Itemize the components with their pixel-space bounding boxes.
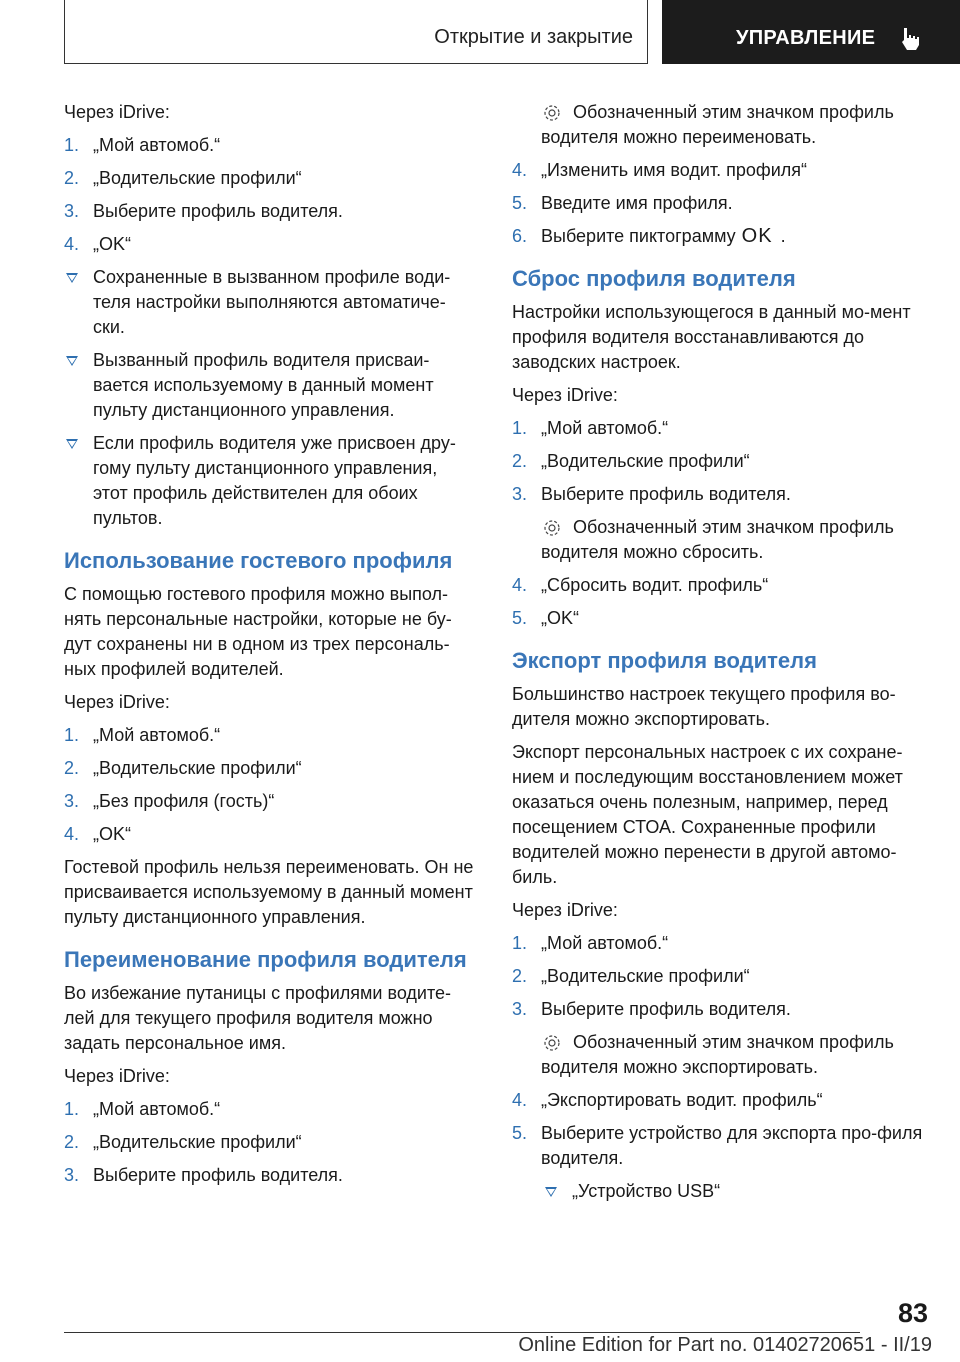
ok-icon: OK <box>741 225 773 247</box>
list-item: 2. „Водительские профили“ <box>512 451 750 471</box>
list-item: 2. „Водительские профили“ <box>64 758 302 778</box>
triangle-bullet-icon <box>66 273 78 283</box>
list-item: 1. „Мой автомоб.“ <box>64 135 221 155</box>
list-item: 4. „OK“ <box>64 234 131 254</box>
footer-divider <box>64 1332 860 1333</box>
list-item: 1. „Мой автомоб.“ <box>64 1099 221 1119</box>
paragraph: Гостевой профиль нельзя переименовать. Он не присваивается используемому в данный момент пульту дистанционного управления. <box>64 857 474 927</box>
triangle-bullet-icon <box>66 356 78 366</box>
paragraph: Большинство настроек текущего профиля во-дителя можно экспортировать. <box>512 684 896 729</box>
section-title: УПРАВЛЕНИЕ <box>736 27 876 49</box>
list-item: 1. „Мой автомоб.“ <box>512 933 669 953</box>
section-heading: Сброс профиля водителя <box>512 266 796 291</box>
page-number: 83 <box>897 1298 928 1328</box>
list-item: 4. „Сбросить водит. профиль“ <box>512 575 769 595</box>
intro-text: Через iDrive: <box>512 385 618 405</box>
list-item: 2. „Водительские профили“ <box>512 966 750 986</box>
bullet-item: „Устройство USB“ <box>512 1179 932 1204</box>
hand-pointer-icon <box>898 26 924 52</box>
list-item: 4. „Экспортировать водит. профиль“ <box>512 1090 823 1110</box>
bullet-item: Вызванный профиль водителя присваи-вается используемому в данный момент пульту дистанционного управления. <box>64 348 476 423</box>
triangle-bullet-icon <box>66 439 78 449</box>
section-heading: Использование гостевого профиля <box>64 548 453 573</box>
intro-text: Через iDrive: <box>64 102 170 122</box>
bullet-item: Сохраненные в вызванном профиле води-теля настройки выполняются автоматиче-ски. <box>64 265 476 340</box>
header-title-box <box>64 0 648 64</box>
bullet-item: Если профиль водителя уже присвоен дру-гому пульту дистанционного управления, этот профиль действителен для обоих пультов. <box>64 431 476 531</box>
list-item: 1. „Мой автомоб.“ <box>64 725 221 745</box>
gear-icon <box>541 1032 563 1054</box>
note-item: Обозначенный этим значком профиль водителя можно экспортировать. <box>541 1032 894 1077</box>
list-item: 3. „Без профиля (гость)“ <box>64 791 275 811</box>
list-item: 3. Выберите профиль водителя. <box>64 1165 343 1185</box>
right-column <box>512 100 932 1212</box>
list-item: 3. Выберите профиль водителя. <box>512 484 791 504</box>
list-item: 3. Выберите профиль водителя. <box>512 999 791 1019</box>
intro-text: Через iDrive: <box>64 692 170 712</box>
left-column <box>64 100 476 1196</box>
chapter-title: Открытие и закрытие <box>434 26 633 48</box>
note-item: Обозначенный этим значком профиль водителя можно переименовать. <box>541 102 894 147</box>
list-item: 5. „OK“ <box>512 608 579 628</box>
footer-edition: Online Edition for Part no. 01402720651 - II/19 <box>518 1334 932 1356</box>
section-tab <box>662 0 960 64</box>
list-item: 2. „Водительские профили“ <box>64 168 302 188</box>
list-item: 1. „Мой автомоб.“ <box>512 418 669 438</box>
intro-text: Через iDrive: <box>512 900 618 920</box>
list-item: 5. Выберите устройство для экспорта про-филя водителя. <box>512 1123 923 1168</box>
paragraph: Во избежание путаницы с профилями водите-лей для текущего профиля водителя можно задать персональное имя. <box>64 983 452 1053</box>
triangle-bullet-icon <box>545 1187 557 1197</box>
paragraph: Настройки использующегося в данный мо-мент профиля водителя восстанавливаются до заводских настроек. <box>512 302 911 372</box>
list-item: 3. Выберите профиль водителя. <box>64 201 343 221</box>
section-heading: Экспорт профиля водителя <box>512 648 817 673</box>
list-item: 4. „Изменить имя водит. профиля“ <box>512 160 808 180</box>
list-item: 4. „OK“ <box>64 824 131 844</box>
list-item: 6. Выберите пиктограмму OK . <box>512 225 786 247</box>
paragraph: Экспорт персональных настроек с их сохране-нием и последующим восстановлением может оказаться очень полезным, например, перед посещением СТОА. Сохраненные профили водителей можно перенести в другой автомо-биль. <box>512 742 903 887</box>
list-item: 5. Введите имя профиля. <box>512 193 733 213</box>
section-heading: Переименование профиля водителя <box>64 947 467 972</box>
paragraph: С помощью гостевого профиля можно выпол-нять персональные настройки, которые не бу-дут сохранены ни в одном из трех персональ-ных профилей водителей. <box>64 584 452 679</box>
gear-icon <box>541 517 563 539</box>
intro-text: Через iDrive: <box>64 1066 170 1086</box>
note-item: Обозначенный этим значком профиль водителя можно сбросить. <box>541 517 894 562</box>
gear-icon <box>541 102 563 124</box>
list-item: 2. „Водительские профили“ <box>64 1132 302 1152</box>
